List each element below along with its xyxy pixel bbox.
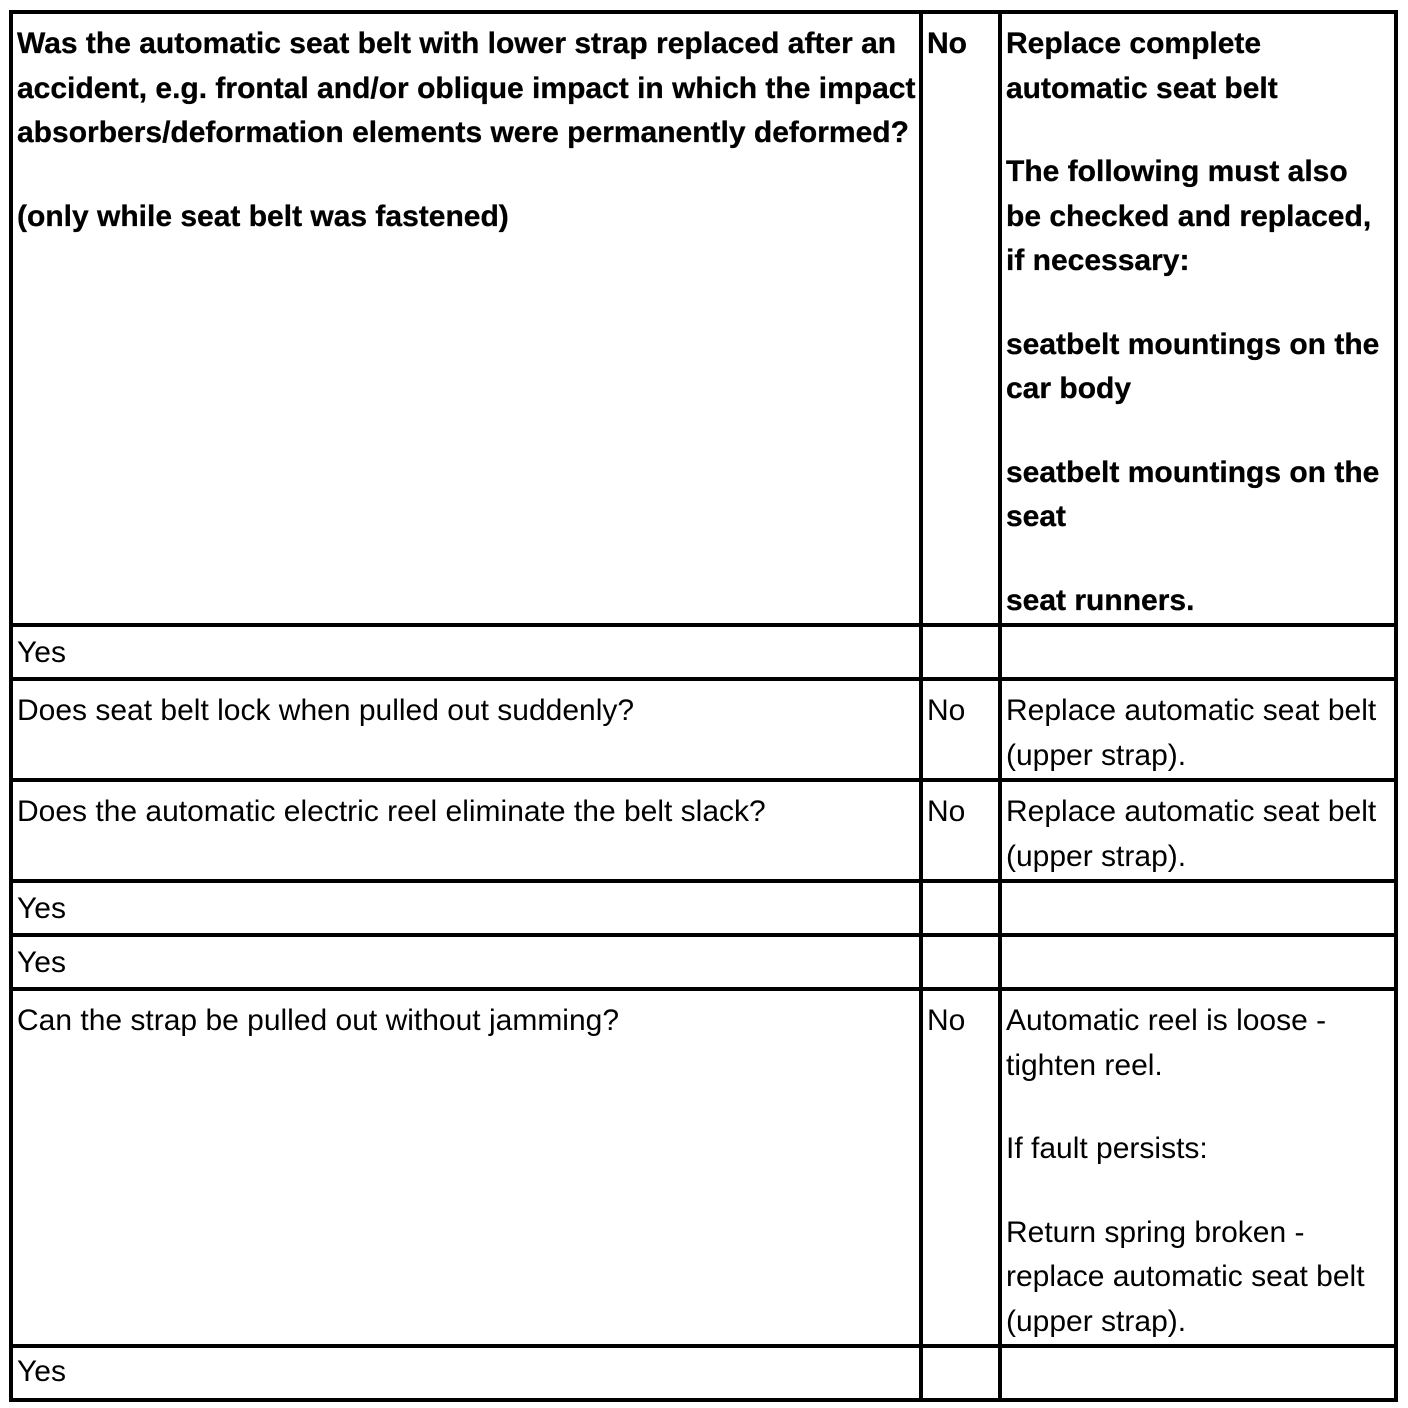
remedy-text: If fault persists:: [1006, 1132, 1208, 1165]
answer-cell: [921, 625, 1000, 679]
question-text: Can the strap be pulled out without jamming?: [17, 1004, 620, 1037]
question-cell: [11, 881, 921, 935]
table-row: [11, 12, 1396, 625]
question-cell: [11, 780, 921, 881]
answer-cell: [921, 12, 1000, 625]
remedy-cell: [1000, 12, 1396, 625]
remedy-text: Replace automatic seat belt (upper strap).: [1006, 694, 1377, 772]
question-text: Yes: [17, 1355, 66, 1388]
seat-belt-diagnosis-table: [9, 10, 1398, 1402]
question-text: Yes: [17, 892, 66, 925]
table-row: [11, 935, 1396, 989]
question-cell: [11, 679, 921, 780]
remedy-cell: [1000, 935, 1396, 989]
question-note: (only while seat belt was fastened): [17, 199, 509, 233]
remedy-text: seatbelt mountings on the car body: [1006, 327, 1380, 405]
table-row: [11, 625, 1396, 679]
answer-cell: [921, 881, 1000, 935]
remedy-cell: [1000, 1346, 1396, 1400]
remedy-text: Return spring broken - replace automatic seat belt (upper strap).: [1006, 1215, 1365, 1338]
question-cell: [11, 1346, 921, 1400]
question-cell: [11, 989, 921, 1346]
remedy-text: Replace complete automatic seat belt: [1006, 27, 1278, 105]
question-cell: [11, 625, 921, 679]
remedy-text: seat runners.: [1006, 583, 1195, 617]
answer-cell: [921, 780, 1000, 881]
table-row: [11, 780, 1396, 881]
question-text: Does seat belt lock when pulled out suddenly?: [17, 694, 635, 727]
remedy-cell: [1000, 679, 1396, 780]
table-row: [11, 679, 1396, 780]
remedy-text: The following must also be checked and replaced, if necessary:: [1006, 155, 1372, 277]
answer-cell: [921, 679, 1000, 780]
remedy-cell: [1000, 625, 1396, 679]
question-cell: [11, 935, 921, 989]
remedy-text: Automatic reel is loose - tighten reel.: [1006, 1004, 1327, 1082]
table-row: [11, 989, 1396, 1346]
answer-cell: [921, 989, 1000, 1346]
remedy-text: Replace automatic seat belt (upper strap).: [1006, 795, 1377, 873]
table-row: [11, 1346, 1396, 1400]
question-text: Yes: [17, 946, 66, 979]
answer-cell: [921, 1346, 1000, 1400]
answer-text: No: [927, 27, 967, 60]
question-cell: [11, 12, 921, 625]
table-row: [11, 881, 1396, 935]
remedy-cell: [1000, 780, 1396, 881]
question-text: Yes: [17, 636, 66, 669]
answer-text: No: [927, 795, 966, 828]
remedy-cell: [1000, 989, 1396, 1346]
question-text: Does the automatic electric reel eliminate the belt slack?: [17, 795, 766, 828]
answer-text: No: [927, 1004, 966, 1037]
question-text: Was the automatic seat belt with lower strap replaced after an accident, e.g. frontal and/or oblique impact in which the impact absorbers/deformation elements were permanently deformed?: [17, 27, 916, 149]
answer-cell: [921, 935, 1000, 989]
answer-text: No: [927, 694, 966, 727]
remedy-text: seatbelt mountings on the seat: [1006, 455, 1380, 533]
remedy-cell: [1000, 881, 1396, 935]
